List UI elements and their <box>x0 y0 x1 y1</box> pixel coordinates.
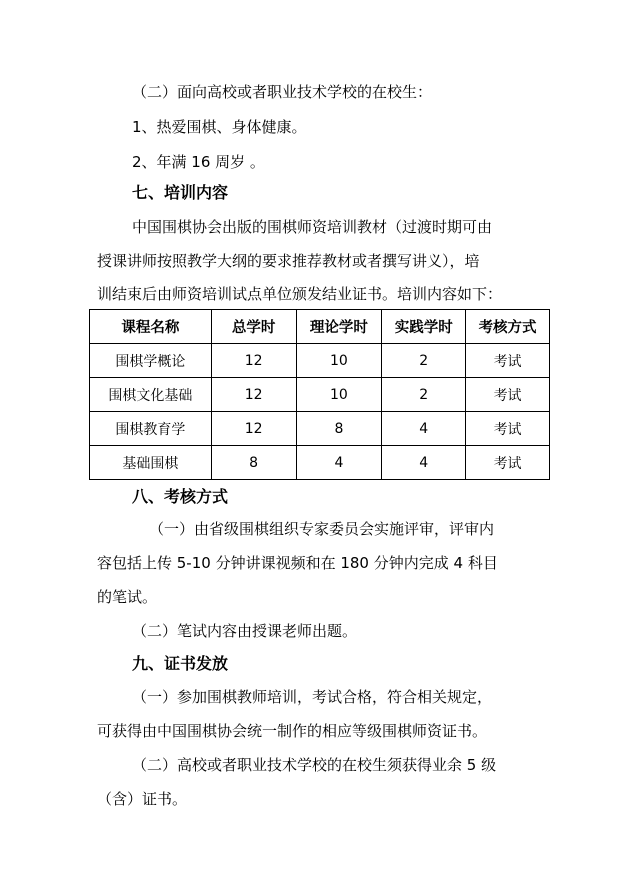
requirement-1: 1、热爱围棋、身体健康。 <box>132 118 307 136</box>
requirement-2: 2、年满 16 周岁 。 <box>132 153 265 171</box>
table-row <box>90 412 550 446</box>
cell-assessment: 考试 <box>466 344 550 378</box>
cell-theory-hours: 10 <box>296 378 382 412</box>
section-9-item-1-line-1: （一）参加围棋教师培训，考试合格，符合相关规定， <box>132 688 493 706</box>
header-theory-hours: 理论学时 <box>296 310 382 344</box>
section-9-heading: 九、证书发放 <box>132 654 229 673</box>
section-8-item-1-line-1: （一）由省级围棋组织专家委员会实施评审，评审内 <box>149 520 495 538</box>
cell-total-hours: 8 <box>211 446 296 480</box>
table-header-row <box>90 310 550 344</box>
cell-theory-hours: 10 <box>296 344 382 378</box>
cell-course-name: 基础围棋 <box>90 446 212 480</box>
table-row <box>90 344 550 378</box>
section-9-item-1-line-2: 可获得由中国围棋协会统一制作的相应等级围棋师资证书。 <box>97 722 488 740</box>
eligibility-students-heading: （二）面向高校或者职业技术学校的在校生： <box>132 83 433 101</box>
cell-practice-hours: 2 <box>382 344 466 378</box>
cell-practice-hours: 4 <box>382 446 466 480</box>
section-8-item-2: （二）笔试内容由授课老师出题。 <box>132 622 358 640</box>
header-practice-hours: 实践学时 <box>382 310 466 344</box>
cell-course-name: 围棋教育学 <box>90 412 212 446</box>
section-7-heading: 七、培训内容 <box>132 183 229 202</box>
cell-course-name: 围棋文化基础 <box>90 378 212 412</box>
section-9-item-2-line-1: （二）高校或者职业技术学校的在校生须获得业余 5 级 <box>132 756 497 774</box>
cell-total-hours: 12 <box>211 344 296 378</box>
table-row <box>90 378 550 412</box>
header-course-name: 课程名称 <box>90 310 212 344</box>
cell-practice-hours: 4 <box>382 412 466 446</box>
header-total-hours: 总学时 <box>211 310 296 344</box>
course-table <box>89 309 550 480</box>
cell-total-hours: 12 <box>211 412 296 446</box>
table-row <box>90 446 550 480</box>
section-7-paragraph-line-2: 授课讲师按照教学大纲的要求推荐教材或者撰写讲义），培 <box>97 252 480 270</box>
cell-theory-hours: 4 <box>296 446 382 480</box>
section-7-paragraph-line-1: 中国围棋协会出版的围棋师资培训教材（过渡时期可由 <box>132 218 493 236</box>
header-assessment-method: 考核方式 <box>466 310 550 344</box>
section-8-heading: 八、考核方式 <box>132 487 229 506</box>
section-8-item-1-line-2: 容包括上传 5-10 分钟讲课视频和在 180 分钟内完成 4 科目 <box>97 554 498 572</box>
cell-course-name: 围棋学概论 <box>90 344 212 378</box>
section-8-item-1-line-3: 的笔试。 <box>97 588 158 606</box>
cell-assessment: 考试 <box>466 446 550 480</box>
cell-theory-hours: 8 <box>296 412 382 446</box>
section-7-paragraph-line-3: 训结束后由师资培训试点单位颁发结业证书。培训内容如下： <box>97 285 503 303</box>
cell-assessment: 考试 <box>466 412 550 446</box>
cell-assessment: 考试 <box>466 378 550 412</box>
cell-total-hours: 12 <box>211 378 296 412</box>
section-9-item-2-line-2: （含）证书。 <box>97 790 188 808</box>
cell-practice-hours: 2 <box>382 378 466 412</box>
